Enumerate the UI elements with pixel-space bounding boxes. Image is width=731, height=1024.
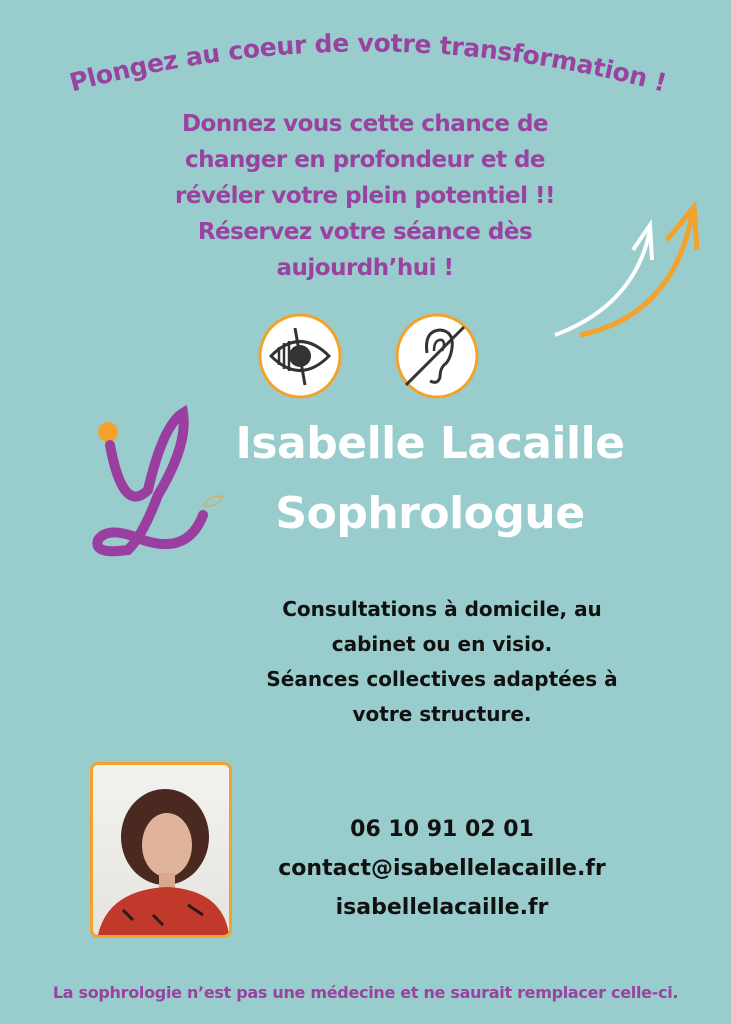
website-link[interactable]: isabellelacaille.fr xyxy=(335,895,549,920)
portrait-illustration xyxy=(93,765,229,935)
services-line: Séances collectives adaptées à xyxy=(266,667,618,691)
eye-crossed-icon xyxy=(257,313,343,399)
profession: Sophrologue xyxy=(275,488,585,539)
services-line: cabinet ou en visio. xyxy=(331,632,553,656)
email-link[interactable]: contact@isabellelacaille.fr xyxy=(278,856,606,881)
intro-text xyxy=(120,106,610,286)
services-line: Consultations à domicile, au xyxy=(282,597,602,621)
ear-crossed-icon xyxy=(394,313,480,399)
intro-line: aujourdh’hui ! xyxy=(276,255,454,281)
practitioner-name: Isabelle Lacaille xyxy=(235,418,625,469)
contact-info xyxy=(212,810,672,927)
intro-line: Donnez vous cette chance de xyxy=(181,111,549,137)
intro-line: Réservez votre séance dès xyxy=(197,219,533,245)
phone-number[interactable]: 06 10 91 02 01 xyxy=(350,817,534,842)
headline: Plongez au coeur de votre transformation ! xyxy=(66,28,670,98)
services-line: votre structure. xyxy=(352,702,532,726)
disclaimer: La sophrologie n’est pas une médecine et ne saurait remplacer celle-ci. xyxy=(52,983,679,1002)
svg-text:Plongez au coeur de votre tran xyxy=(66,28,669,97)
services-text xyxy=(212,592,672,732)
portrait-photo xyxy=(90,762,232,938)
intro-line: changer en profondeur et de xyxy=(184,147,546,173)
rising-arrows-icon xyxy=(545,195,715,345)
intro-line: révéler votre plein potentiel !! xyxy=(175,183,555,209)
